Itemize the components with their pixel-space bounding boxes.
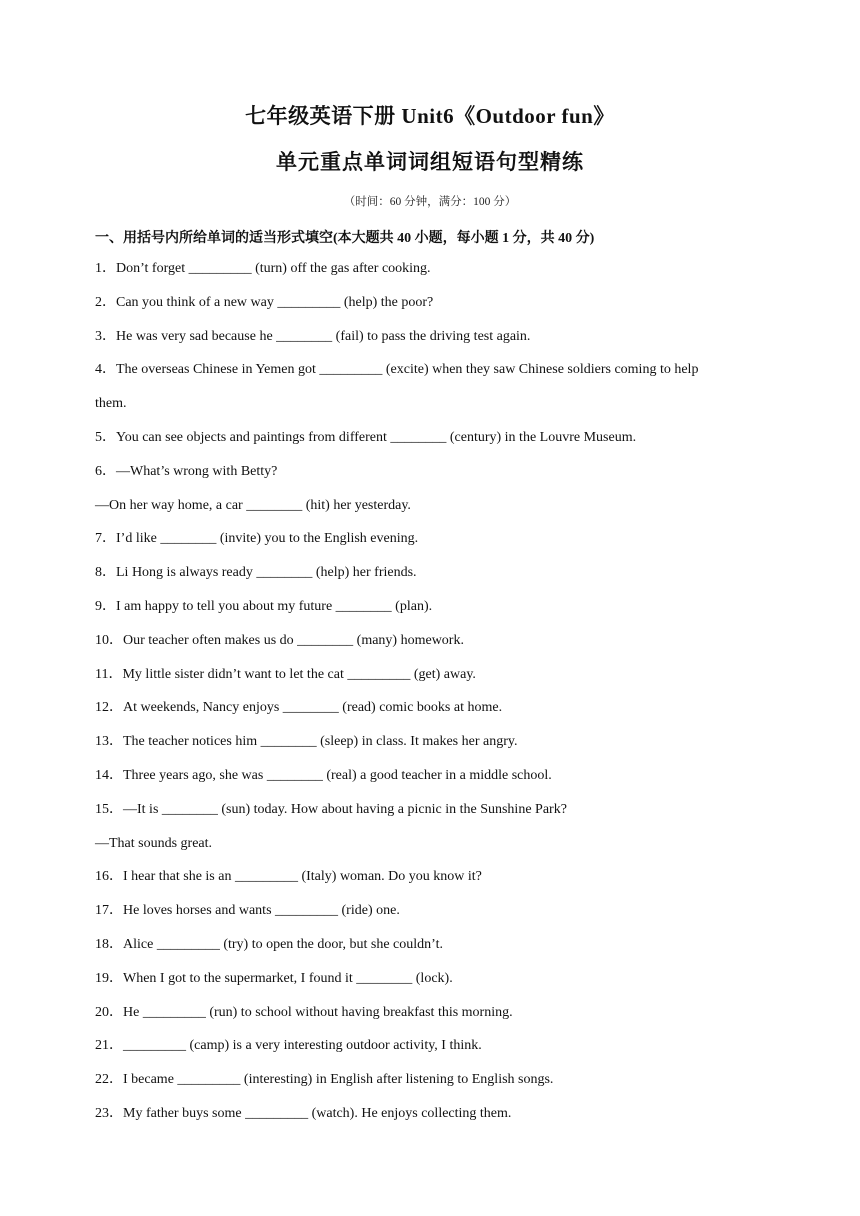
dialogue-answer-line: —On her way home, a car ________ (hit) her yesterday. (95, 497, 411, 513)
question-line: 6．—What’s wrong with Betty? (95, 463, 278, 479)
time-and-score-note: （时间：60 分钟，满分：100 分） (343, 196, 517, 208)
question-line: 18．Alice _________ (try) to open the door, but she couldn’t. (95, 936, 443, 952)
question-line: 16．I hear that she is an _________ (Italy) woman. Do you know it? (95, 869, 482, 885)
question-line: 4．The overseas Chinese in Yemen got _________ (excite) when they saw Chinese soldiers coming to help (95, 362, 699, 378)
question-line: 3．He was very sad because he ________ (fail) to pass the driving test again. (95, 328, 531, 344)
dialogue-answer-line: —That sounds great. (95, 835, 213, 851)
question-line: 9．I am happy to tell you about my future ________ (plan). (95, 598, 433, 614)
question-line: 13．The teacher notices him ________ (sleep) in class. It makes her angry. (95, 734, 518, 750)
question-line: 11．My little sister didn’t want to let the cat _________ (get) away. (95, 666, 476, 682)
question-line-continuation: them. (95, 396, 127, 412)
document-title: 七年级英语下册 Unit6《Outdoor fun》 (245, 104, 615, 128)
question-line: 10．Our teacher often makes us do ________ (many) homework. (95, 632, 464, 648)
question-line: 14．Three years ago, she was ________ (real) a good teacher in a middle school. (95, 767, 552, 783)
question-line: 19．When I got to the supermarket, I found it ________ (lock). (95, 970, 453, 986)
question-line: 17．He loves horses and wants _________ (ride) one. (95, 903, 400, 919)
document-subtitle-heading: 单元重点单词词组短语句型精练 (276, 150, 584, 174)
section-heading: 一、用括号内所给单词的适当形式填空(本大题共 40 小题，每小题 1 分，共 40 分) (95, 231, 595, 246)
question-list (95, 259, 765, 1138)
question-line: 15．—It is ________ (sun) today. How about having a picnic in the Sunshine Park? (95, 801, 567, 817)
question-line: 21．_________ (camp) is a very interesting outdoor activity, I think. (95, 1038, 482, 1054)
question-line: 20．He _________ (run) to school without having breakfast this morning. (95, 1004, 513, 1020)
question-line: 23．My father buys some _________ (watch). He enjoys collecting them. (95, 1105, 512, 1121)
question-line: 12．At weekends, Nancy enjoys ________ (read) comic books at home. (95, 700, 503, 716)
question-line: 5．You can see objects and paintings from different ________ (century) in the Louvre Museum. (95, 429, 637, 445)
question-line: 22．I became _________ (interesting) in English after listening to English songs. (95, 1072, 554, 1088)
question-line: 2．Can you think of a new way _________ (help) the poor? (95, 294, 434, 310)
question-line: 7．I’d like ________ (invite) you to the English evening. (95, 531, 419, 547)
question-line: 1．Don’t forget _________ (turn) off the gas after cooking. (95, 261, 431, 276)
question-line: 8．Li Hong is always ready ________ (help) her friends. (95, 565, 417, 581)
